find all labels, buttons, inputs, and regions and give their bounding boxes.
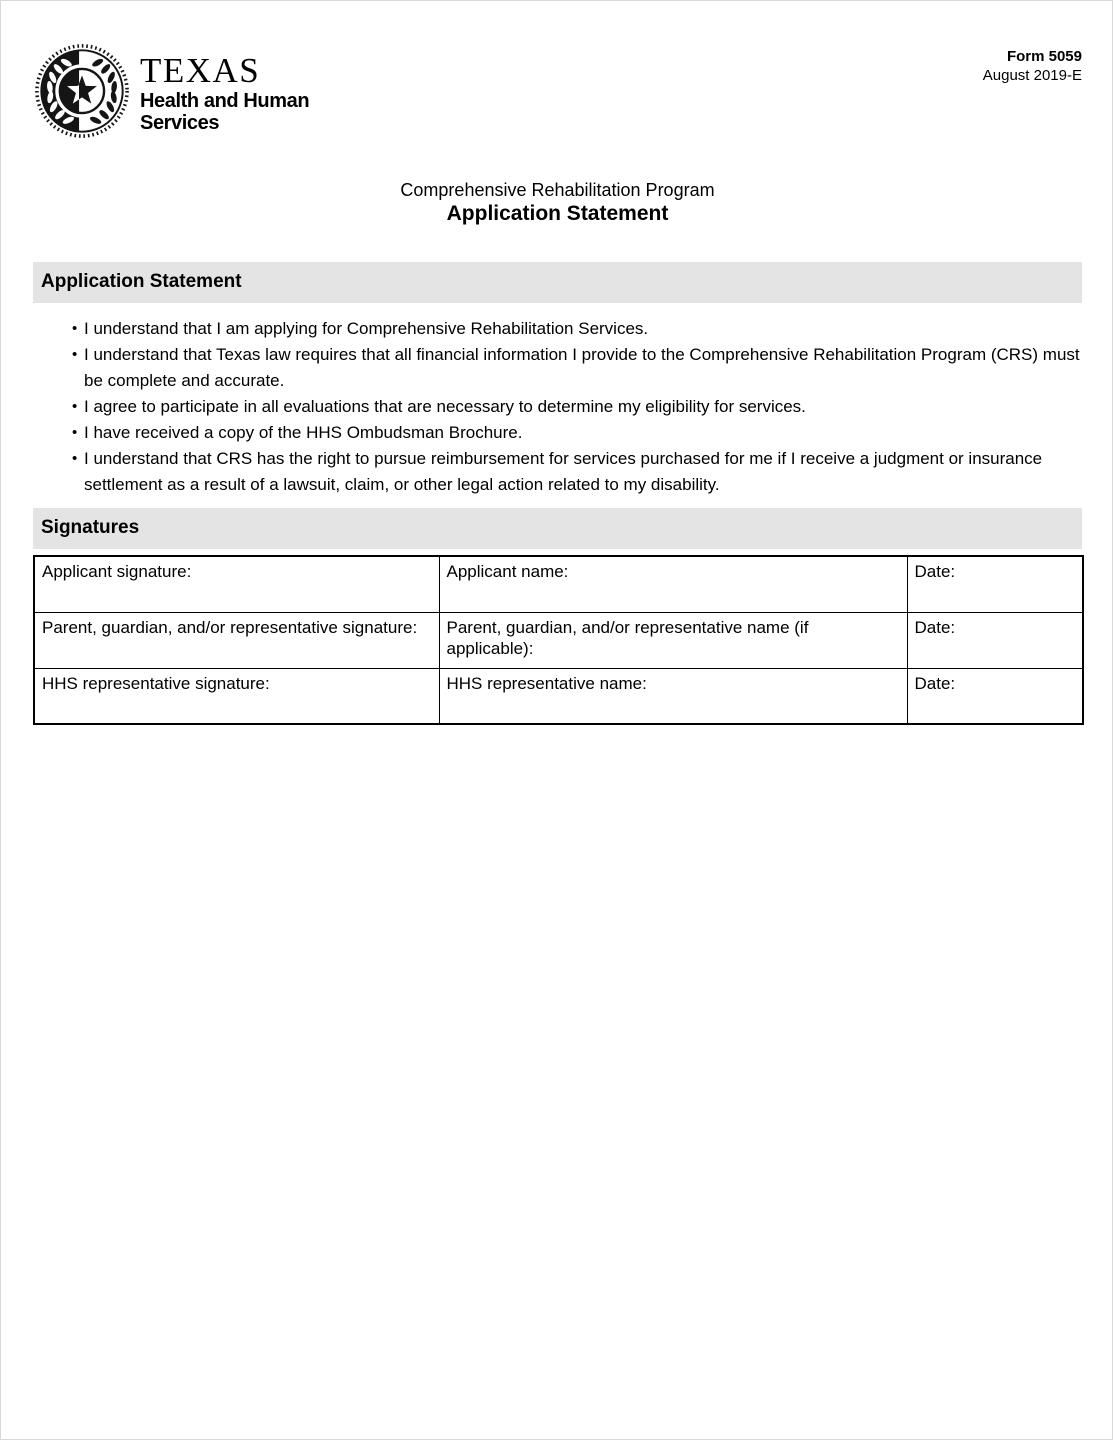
texas-hhs-logo [33,42,309,145]
applicant-name-label: Applicant name: [446,562,569,581]
hhs-representative-name-label: HHS representative name: [446,673,647,693]
logo-agency-line1: Health and Human [140,90,310,112]
signatures-heading: Signatures [33,508,1082,549]
document-title-block [33,179,1082,226]
logo-wordmark: TEXAS [140,51,261,90]
applicant-signature-cell[interactable] [34,556,439,612]
form-number: Form 5059 [1006,48,1082,65]
statement-bullet-3: • I agree to participate in all evaluations that are necessary to determine my eligibility for services. [33,394,1082,420]
hhs-representative-date-cell[interactable] [907,668,1083,724]
representative-date-cell[interactable] [907,612,1083,668]
representative-signature-label: Parent, guardian, and/or representative signature: [42,617,418,637]
document-name: Application Statement [446,202,669,225]
table-row-applicant [34,556,1083,612]
form-info [983,42,1082,85]
applicant-date-label: Date: [914,562,956,581]
hhs-representative-signature-cell[interactable] [34,668,439,724]
applicant-date-cell[interactable] [907,556,1083,612]
representative-name-label: Parent, guardian, and/or representative name (if applicable): [446,617,809,658]
applicant-signature-label: Applicant signature: [42,562,192,581]
signatures-table [33,555,1084,725]
statement-bullet-4: • I have received a copy of the HHS Ombudsman Brochure. [33,420,1082,446]
texas-hhs-seal-icon [33,42,131,145]
logo-text [140,42,309,134]
page-header [33,42,1082,145]
statement-bullet-list [33,316,1082,498]
representative-signature-cell[interactable] [34,612,439,668]
hhs-representative-name-cell[interactable] [439,668,907,724]
statement-bullet-5: • I understand that CRS has the right to pursue reimbursement for services purchased for me if I receive a judgment or insurance settlement as a result of a lawsuit, claim, or other legal action related to my disability. [33,446,1082,498]
statement-bullet-1: • I understand that I am applying for Comprehensive Rehabilitation Services. [33,316,1082,342]
table-row-representative [34,612,1083,668]
form-revision: August 2019-E [982,67,1082,84]
statement-bullet-2: • I understand that Texas law requires that all financial information I provide to the Comprehensive Rehabilitation Program (CRS) must be complete and accurate. [33,342,1082,394]
program-name: Comprehensive Rehabilitation Program [400,180,715,200]
logo-agency-line2: Services [140,112,220,134]
hhs-representative-signature-label: HHS representative signature: [42,673,270,693]
application-statement-heading: Application Statement [33,262,1082,303]
hhs-representative-date-label: Date: [914,673,956,693]
representative-name-cell[interactable] [439,612,907,668]
applicant-name-cell[interactable] [439,556,907,612]
representative-date-label: Date: [914,617,956,637]
table-row-hhs-representative [34,668,1083,724]
